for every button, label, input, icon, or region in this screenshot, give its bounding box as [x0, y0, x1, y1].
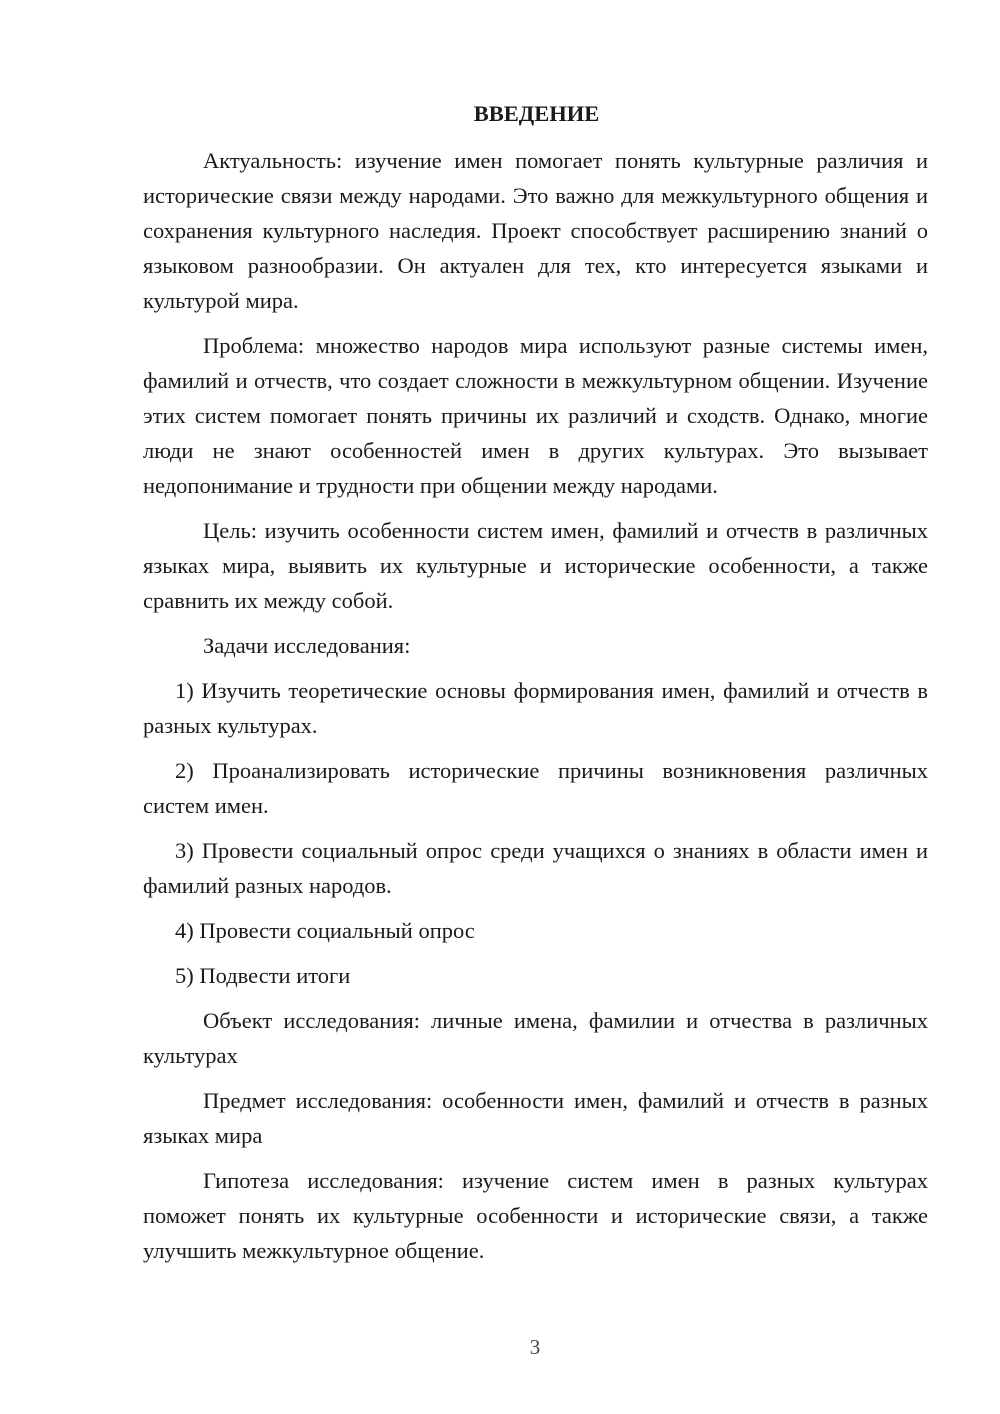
task-item: 1) Изучить теоретические основы формирования имен, фамилий и отчеств в разных культурах. — [143, 678, 928, 738]
section-title: ВВЕДЕНИЕ — [473, 101, 600, 126]
problem-paragraph: Проблема: множество народов мира используют разные системы имен, фамилий и отчеств, что создает сложности в межкультурном общении. Изучение этих систем помогает понять причины их различий и сходств. Однако, многие люди не знают особенностей имен в других культурах. Это вызывает недопонимание и трудности при общении между народами. — [143, 333, 928, 498]
object-paragraph: Объект исследования: личные имена, фамилии и отчества в различных культурах — [143, 1008, 928, 1068]
task-item: 2) Проанализировать исторические причины возникновения различных систем имен. — [143, 758, 928, 818]
subject-paragraph: Предмет исследования: особенности имен, фамилий и отчеств в разных языках мира — [143, 1088, 928, 1148]
goal-paragraph: Цель: изучить особенности систем имен, фамилий и отчеств в различных языках мира, выявить их культурные и исторические особенности, а также сравнить их между собой. — [143, 518, 928, 613]
page-number: 3 — [529, 1335, 541, 1359]
hypothesis-paragraph: Гипотеза исследования: изучение систем имен в разных культурах поможет понять их культурные особенности и исторические связи, а также улучшить межкультурное общение. — [143, 1168, 928, 1263]
relevance-paragraph: Актуальность: изучение имен помогает понять культурные различия и исторические связи между народами. Это важно для межкультурного общения и сохранения культурного наследия. Проект способствует расширению знаний о языковом разнообразии. Он актуален для тех, кто интересуется языками и культурой мира. — [143, 148, 928, 313]
task-item: 5) Подвести итоги — [175, 963, 351, 988]
task-item: 3) Провести социальный опрос среди учащихся о знаниях в области имен и фамилий разных народов. — [143, 838, 928, 898]
document-body — [143, 96, 928, 1278]
task-item: 4) Провести социальный опрос — [175, 918, 475, 943]
tasks-heading: Задачи исследования: — [203, 633, 411, 658]
